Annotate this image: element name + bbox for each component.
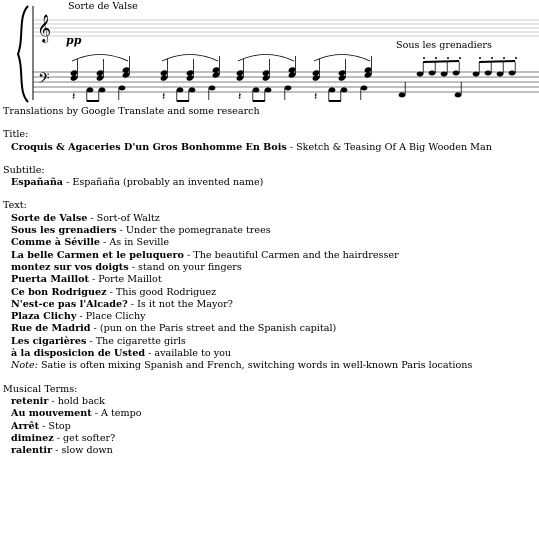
- beam: [423, 61, 459, 62]
- note-entry: [3, 360, 536, 372]
- notehead: [177, 88, 184, 93]
- text-item: [3, 237, 536, 249]
- staccato-dot: [503, 57, 505, 59]
- text-item: [3, 213, 536, 225]
- musical-term-translation: - Stop: [39, 420, 71, 432]
- notehead: [441, 72, 448, 77]
- notehead: [341, 88, 348, 93]
- text-item: [3, 299, 536, 311]
- notehead: [338, 74, 347, 81]
- text-translation: - As in Seville: [99, 237, 170, 249]
- text-term: Ce bon Rodriguez: [11, 286, 107, 298]
- text-term: montez sur vos doigts: [11, 261, 129, 273]
- notehead: [122, 71, 131, 78]
- musical-term: Au mouvement: [11, 408, 92, 420]
- musical-term-translation: - hold back: [48, 395, 105, 407]
- slur: [314, 55, 370, 62]
- quarter-rest: 𝄽: [314, 90, 318, 103]
- notehead: [209, 86, 216, 91]
- musical-term-item: [3, 421, 536, 433]
- musical-term-translation: - A tempo: [91, 408, 142, 420]
- slur: [72, 55, 128, 62]
- notehead: [509, 71, 516, 76]
- notehead: [485, 71, 492, 76]
- staccato-dot: [459, 57, 461, 59]
- text-translation: - available to you: [145, 348, 232, 360]
- system-brace: [18, 6, 28, 102]
- notehead: [262, 74, 271, 81]
- text-term: Les cigarières: [11, 335, 87, 347]
- notehead: [285, 86, 292, 91]
- notehead: [70, 74, 79, 81]
- text-term: N'est-ce pas l'Alcade?: [11, 298, 128, 310]
- staccato-dot: [479, 57, 481, 59]
- text-term: Puerta Maillot: [11, 274, 89, 286]
- notehead: [189, 88, 196, 93]
- bass-note-group: [70, 55, 517, 104]
- text-term: La belle Carmen et le peluquero: [11, 249, 184, 261]
- notehead: [119, 86, 126, 91]
- notehead: [361, 86, 368, 91]
- translation-document: [3, 106, 536, 457]
- musical-term: ralentir: [11, 445, 53, 457]
- notehead: [312, 74, 321, 81]
- intro-text: Translations by Google Translate and some research: [3, 106, 260, 117]
- notehead: [429, 71, 436, 76]
- notehead: [253, 88, 260, 93]
- notehead: [212, 71, 221, 78]
- tempo-text: Sorte de Valse: [68, 1, 138, 12]
- musical-term-item: [3, 396, 536, 408]
- dynamic-marking: pp: [66, 34, 82, 47]
- subtitle-term: Españaña: [11, 177, 64, 189]
- slur: [162, 55, 218, 62]
- music-score: [0, 0, 539, 106]
- treble-staff: [33, 20, 539, 36]
- text-translation: - This good Rodriguez: [106, 286, 217, 298]
- text-translation: - stand on your fingers: [128, 261, 242, 273]
- text-heading: Text:: [3, 200, 27, 212]
- text-translation: - Porte Maillot: [88, 274, 162, 286]
- notehead: [364, 71, 373, 78]
- text-translation: - Place Clichy: [76, 311, 146, 323]
- text-term: Rue de Madrid: [11, 323, 91, 335]
- musical-term: diminez: [11, 432, 54, 444]
- text-item: [3, 323, 536, 335]
- subtitle-translation: - Españaña (probably an invented name): [63, 177, 264, 189]
- treble-clef: 𝄞: [37, 14, 52, 42]
- title-translation: - Sketch & Teasing Of A Big Wooden Man: [286, 141, 492, 153]
- text-item: [3, 287, 536, 299]
- quarter-rest: 𝄽: [72, 90, 76, 103]
- text-item: [3, 311, 536, 323]
- musical-terms-heading: Musical Terms:: [3, 383, 78, 395]
- musical-term-item: [3, 408, 536, 420]
- subtitle-entry: [3, 177, 536, 189]
- text-term: Sorte de Valse: [11, 212, 88, 224]
- text-item: [3, 225, 536, 237]
- text-translation: - Is it not the Mayor?: [127, 298, 233, 310]
- notehead: [236, 74, 245, 81]
- text-term: à la disposicion de Usted: [11, 348, 146, 360]
- title-heading: Title:: [3, 129, 29, 141]
- musical-term: retenir: [11, 395, 49, 407]
- notehead: [417, 72, 424, 77]
- notehead: [399, 93, 406, 98]
- text-translation: - Under the pomegranate trees: [116, 225, 271, 237]
- text-item: [3, 336, 536, 348]
- quarter-rest: 𝄽: [162, 90, 166, 103]
- text-item: [3, 262, 536, 274]
- staccato-dot: [515, 57, 517, 59]
- text-translation: - (pun on the Paris street and the Spanish capital): [90, 323, 337, 335]
- notehead: [497, 72, 504, 77]
- text-item: [3, 348, 536, 360]
- notehead: [473, 72, 480, 77]
- passage-text: Sous les grenadiers: [396, 40, 492, 51]
- notehead: [160, 74, 169, 81]
- text-translation: - The beautiful Carmen and the hairdresser: [183, 249, 399, 261]
- musical-term-translation: - get softer?: [53, 432, 116, 444]
- slur: [238, 55, 294, 62]
- text-translation: - The cigarette girls: [86, 335, 186, 347]
- text-term: Sous les grenadiers: [11, 225, 117, 237]
- title-term: Croquis & Agaceries D'un Gros Bonhomme En Bois: [11, 141, 287, 153]
- notehead: [453, 71, 460, 76]
- staccato-dot: [423, 57, 425, 59]
- musical-term-item: [3, 433, 536, 445]
- staccato-dot: [447, 57, 449, 59]
- title-entry: [3, 142, 536, 154]
- musical-term-item: [3, 445, 536, 457]
- notehead: [329, 88, 336, 93]
- notehead: [265, 88, 272, 93]
- text-term: Comme à Séville: [11, 237, 100, 249]
- beam: [479, 61, 515, 62]
- bass-clef: 𝄢: [38, 70, 50, 91]
- quarter-rest: 𝄽: [238, 90, 242, 103]
- notehead: [186, 74, 195, 81]
- staccato-dot: [435, 57, 437, 59]
- notehead: [96, 74, 105, 81]
- musical-term: Arrêt: [11, 420, 40, 432]
- text-item: [3, 250, 536, 262]
- text-translation: - Sort-of Waltz: [87, 212, 160, 224]
- text-term: Plaza Clichy: [11, 311, 77, 323]
- text-item: [3, 274, 536, 286]
- notehead: [87, 88, 94, 93]
- note-label: Note:: [11, 360, 38, 372]
- notehead: [455, 93, 462, 98]
- note-text: Satie is often mixing Spanish and French, switching words in well-known Paris locations: [37, 360, 473, 372]
- notehead: [288, 71, 297, 78]
- notehead: [99, 88, 106, 93]
- staccato-dot: [491, 57, 493, 59]
- musical-term-translation: - slow down: [52, 445, 113, 457]
- subtitle-heading: Subtitle:: [3, 164, 45, 176]
